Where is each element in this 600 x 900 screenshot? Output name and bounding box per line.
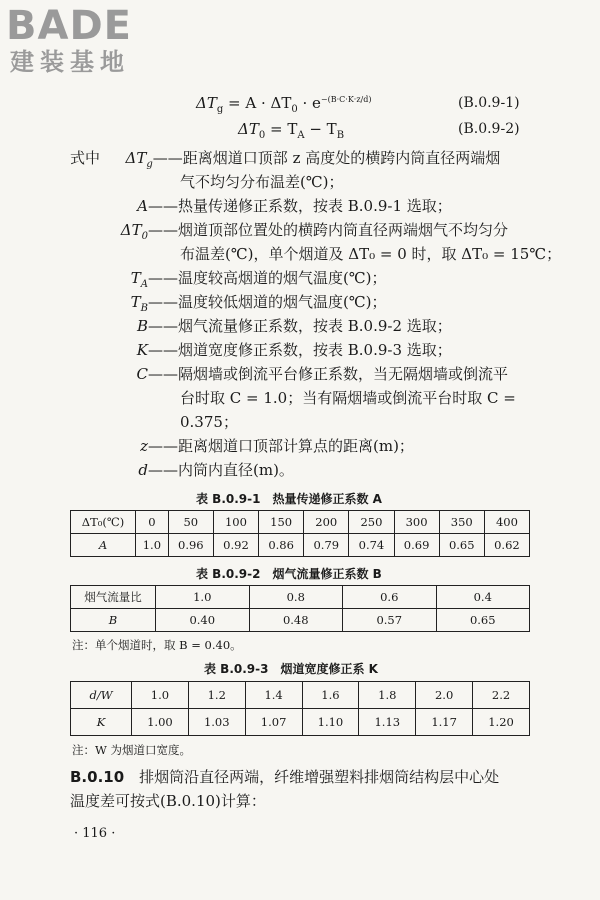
- def-dt0-symbol: $\Delta T_0$: [120, 221, 148, 242]
- table3-row-label: K: [71, 709, 132, 736]
- table3-note: 注：W 为烟道口宽度。: [72, 743, 191, 757]
- table-cell: 100: [213, 511, 258, 534]
- def-k-symbol: K: [136, 341, 148, 359]
- table1-header-label: ΔT₀(℃): [71, 511, 136, 534]
- def-k: [110, 339, 452, 360]
- equation-b-0-9-1: [196, 94, 372, 115]
- table-cell: 0.86: [259, 534, 304, 557]
- def-b: [110, 315, 452, 336]
- table1-value-row: [71, 534, 530, 557]
- eq2-rhs-sub2: B: [336, 130, 345, 141]
- table-cell: 1.8: [359, 682, 416, 709]
- def-b-symbol: B: [136, 317, 148, 335]
- section-number: B.0.10: [70, 768, 125, 786]
- table-cell: 1.2: [188, 682, 245, 709]
- table-cell: 0.6: [343, 586, 437, 609]
- eq1-rhs-tail: · e: [297, 94, 321, 112]
- table-b-0-9-3: [70, 681, 530, 736]
- table2-note: 注：单个烟道时，取 B = 0.40。: [72, 638, 242, 652]
- table3-header-row: [71, 682, 530, 709]
- eq1-exponent: −(B·C·K·z/d): [320, 95, 372, 104]
- table-cell: 1.00: [132, 709, 189, 736]
- def-z-text: ——距离烟道口顶部计算点的距离(m)；: [148, 437, 414, 455]
- def-b-text: ——烟气流量修正系数，按表 B.0.9-2 选取；: [148, 317, 452, 335]
- def-ta: [110, 267, 387, 290]
- table-cell: 150: [259, 511, 304, 534]
- def-d-symbol: d: [138, 461, 148, 479]
- def-tb-symbol: $T_B$: [130, 293, 148, 314]
- table-cell: 0.4: [436, 586, 530, 609]
- table-cell: 1.6: [302, 682, 359, 709]
- eq1-lhs-sub: g: [216, 104, 224, 115]
- eq1-lhs: ΔT: [196, 94, 217, 112]
- def-z-symbol: z: [140, 437, 148, 455]
- table-cell: 200: [304, 511, 349, 534]
- equation-b-0-9-2: [238, 120, 344, 141]
- eq1-rhs: = A · ΔT: [228, 94, 292, 112]
- def-a-symbol: A: [137, 197, 148, 215]
- table-cell: 1.0: [132, 682, 189, 709]
- table-cell: 0.65: [436, 609, 530, 632]
- table1-caption: 表 B.0.9-1 热量传递修正系数 A: [196, 492, 382, 506]
- def-a-text: ——热量传递修正系数，按表 B.0.9-1 选取；: [148, 197, 452, 215]
- def-a: [110, 195, 452, 216]
- section-b-0-10: [70, 766, 499, 787]
- table-cell: 1.0: [136, 534, 169, 557]
- def-dtg: [70, 147, 500, 170]
- logo-word: BADE: [6, 3, 132, 49]
- table-cell: 1.07: [245, 709, 302, 736]
- table-cell: 1.20: [473, 709, 530, 736]
- table-cell: 0.96: [168, 534, 213, 557]
- equation-number-1: (B.0.9-1): [458, 95, 520, 111]
- table-cell: 0: [136, 511, 169, 534]
- table2-caption: 表 B.0.9-2 烟气流量修正系数 B: [196, 567, 382, 581]
- def-dt0: [110, 219, 508, 242]
- def-c-line2: 台时取 C = 1.0；当有隔烟墙或倒流平台时取 C =: [180, 389, 516, 407]
- def-c-symbol: C: [136, 365, 148, 383]
- def-dtg-text: ——距离烟道口顶部 z 高度处的横跨内筒直径两端烟: [152, 149, 501, 167]
- equation-number-2: (B.0.9-2): [458, 121, 520, 137]
- section-text: 排烟筒沿直径两端，纤维增强塑料排烟筒结构层中心处: [139, 768, 500, 786]
- table-cell: 50: [168, 511, 213, 534]
- def-dt0-text: ——烟道顶部位置处的横跨内筒直径两端烟气不均匀分: [148, 221, 509, 239]
- def-c: [110, 363, 508, 384]
- table3-header-label: d/W: [71, 682, 132, 709]
- table-cell: 0.79: [304, 534, 349, 557]
- section-b-0-10-line2: 温度差可按式(B.0.10)计算：: [70, 792, 266, 810]
- def-dtg-symbol: $\Delta T_g$: [125, 149, 153, 170]
- table-b-0-9-2: [70, 585, 530, 632]
- table-cell: 300: [394, 511, 439, 534]
- table-cell: 0.62: [484, 534, 529, 557]
- table-cell: 2.0: [416, 682, 473, 709]
- table-cell: 0.74: [349, 534, 394, 557]
- def-d-text: ——内筒内直径(m)。: [148, 461, 294, 479]
- def-z: [110, 435, 414, 456]
- table-cell: 0.40: [156, 609, 250, 632]
- def-ta-text: ——温度较高烟道的烟气温度(℃)；: [148, 269, 387, 287]
- where-label: 式中: [70, 149, 101, 167]
- table-cell: 1.03: [188, 709, 245, 736]
- table-cell: 400: [484, 511, 529, 534]
- def-dt0-line2: 布温差(℃)，单个烟道及 ΔT₀ = 0 时，取 ΔT₀ = 15℃；: [180, 245, 562, 263]
- eq2-lhs: ΔT: [238, 120, 259, 138]
- table3-caption: 表 B.0.9-3 烟道宽度修正系 K: [204, 662, 378, 676]
- eq2-lhs-sub: 0: [258, 130, 266, 141]
- table3-value-row: [71, 709, 530, 736]
- logo-subtitle: 建装基地: [10, 48, 130, 76]
- logo: [6, 4, 132, 76]
- table1-header-row: [71, 511, 530, 534]
- table2-value-row: [71, 609, 530, 632]
- table-cell: 0.65: [439, 534, 484, 557]
- table-cell: 0.69: [394, 534, 439, 557]
- def-dtg-line2: 气不均匀分布温差(℃)；: [180, 173, 344, 191]
- table-b-0-9-1: [70, 510, 530, 557]
- def-tb-text: ——温度较低烟道的烟气温度(℃)；: [148, 293, 387, 311]
- table-cell: 250: [349, 511, 394, 534]
- table-cell: 1.10: [302, 709, 359, 736]
- table-cell: 1.13: [359, 709, 416, 736]
- table2-header-row: [71, 586, 530, 609]
- table2-row-label: B: [71, 609, 156, 632]
- table-cell: 1.4: [245, 682, 302, 709]
- table-cell: 350: [439, 511, 484, 534]
- table-cell: 0.8: [249, 586, 343, 609]
- def-ta-symbol: $T_A$: [130, 269, 148, 290]
- table-cell: 1.0: [156, 586, 250, 609]
- table-cell: 0.57: [343, 609, 437, 632]
- def-d: [110, 459, 294, 480]
- eq2-rhs: = T: [270, 120, 298, 138]
- table2-header-label: 烟气流量比: [71, 586, 156, 609]
- def-c-line3: 0.375；: [180, 413, 238, 431]
- table-cell: 0.48: [249, 609, 343, 632]
- eq2-rhs-sub: A: [297, 130, 305, 141]
- def-k-text: ——烟道宽度修正系数，按表 B.0.9-3 选取；: [148, 341, 452, 359]
- def-tb: [110, 291, 387, 314]
- table-cell: 1.17: [416, 709, 473, 736]
- table-cell: 2.2: [473, 682, 530, 709]
- page-number: · 116 ·: [74, 826, 116, 841]
- def-c-text: ——隔烟墙或倒流平台修正系数，当无隔烟墙或倒流平: [148, 365, 509, 383]
- eq2-rhs-tail: − T: [304, 120, 337, 138]
- eq1-rhs-sub: 0: [291, 104, 298, 115]
- table-cell: 0.92: [213, 534, 258, 557]
- table1-row-label: A: [71, 534, 136, 557]
